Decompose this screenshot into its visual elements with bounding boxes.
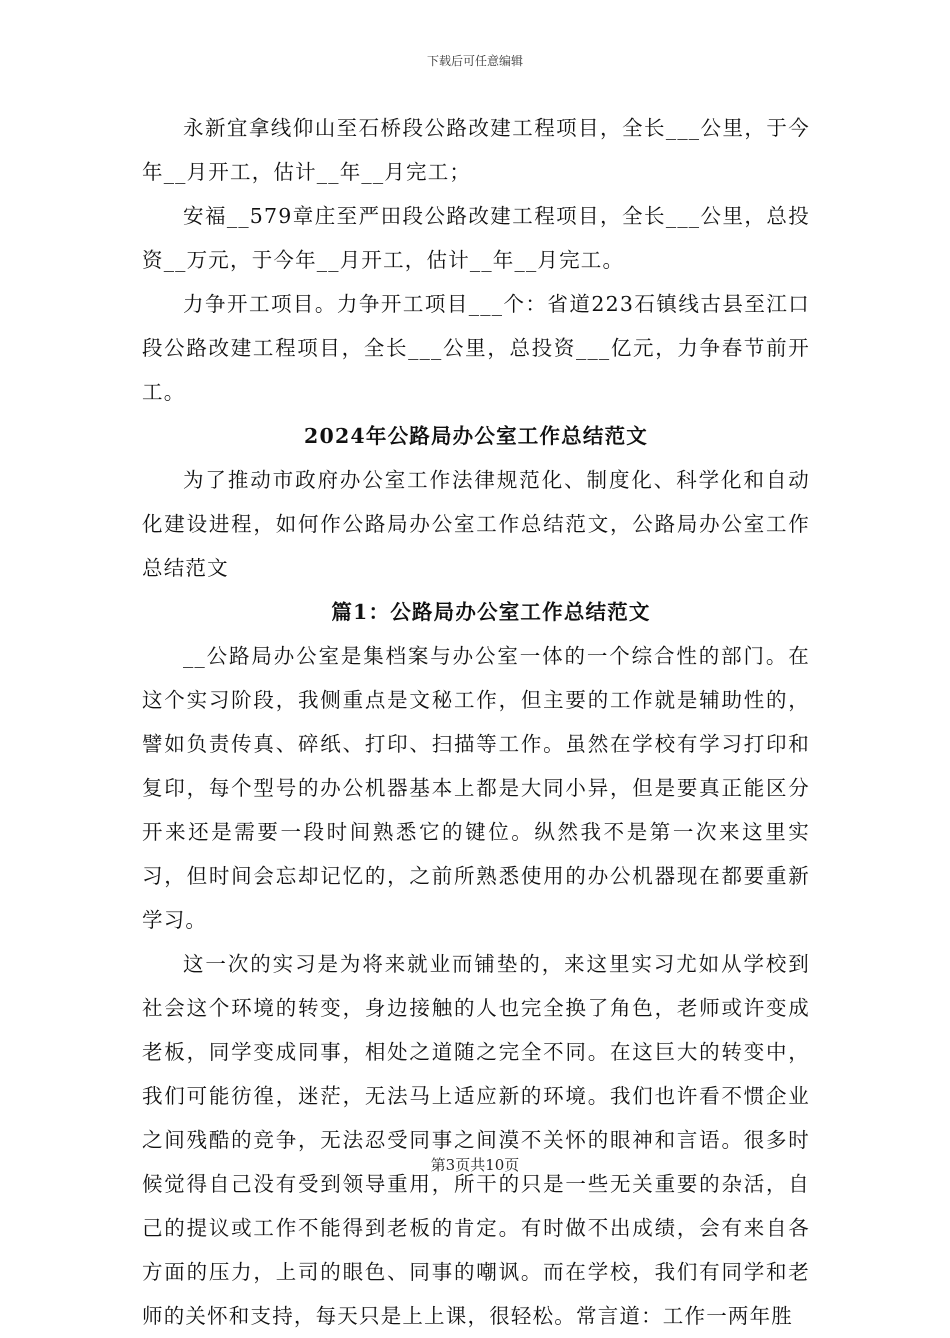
paragraph-internship-reflection: 这一次的实习是为将来就业而铺垫的，来这里实习尤如从学校到社会这个环境的转变，身边接触的人也完全换了角色，老师或许变成老板，同学变成同事，相处之道随之完全不同。在这巨大的转变中，我们可能彷徨，迷茫，无法马上适应新的环境。我们也许看不惯企业之间残酷的竞争，无法忍受同事之间漠不关怀的眼神和言语。很多时候觉得自己没有受到领导重用，所干的只是一些无关重要的杂活，自己的提议或工作不能得到老板的肯定。有时做不出成绩，会有来自各方面的压力，上司的眼色、同事的嘲讽。而在学校，我们有同学和老师的关怀和支持，每天只是上上课，很轻松。常言道：工作一两年胜 <box>142 952 810 1328</box>
paragraph-anfu-project: 安福__579章庄至严田段公路改建工程项目，全长___公里，总投资__万元，于今年__月开工，估计__年__月完工。 <box>142 204 810 272</box>
paragraph-planned-projects: 力争开工项目。力争开工项目___个：省道223石镇线古县至江口段公路改建工程项目，全长___公里，总投资___亿元，力争春节前开工。 <box>142 292 810 404</box>
page-header: 下载后可任意编辑 <box>426 54 523 68</box>
paragraph-office-overview: __公路局办公室是集档案与办公室一体的一个综合性的部门。在这个实习阶段，我侧重点是文秘工作，但主要的工作就是辅助性的，譬如负责传真、碎纸、打印、扫描等工作。虽然在学校有学习打印和复印，每个型号的办公机器基本上都是大同小异，但是要真正能区分开来还是需要一段时间熟悉它的键位。纵然我不是第一次来这里实习，但时间会忘却记忆的，之前所熟悉使用的办公机器现在都要重新学习。 <box>142 644 810 932</box>
paragraph-intro: 为了推动市政府办公室工作法律规范化、制度化、科学化和自动化建设进程，如何作公路局办公室工作总结范文，公路局办公室工作总结范文 <box>142 468 810 580</box>
article-title: 篇1：公路局办公室工作总结范文 <box>331 600 651 624</box>
paragraph-yongxin-project: 永新宜拿线仰山至石桥段公路改建工程项目，全长___公里，于今年__月开工，估计__年__月完工； <box>142 116 810 184</box>
page-number: 第3页共10页 <box>430 1156 520 1174</box>
section-title: 2024年公路局办公室工作总结范文 <box>304 424 648 448</box>
